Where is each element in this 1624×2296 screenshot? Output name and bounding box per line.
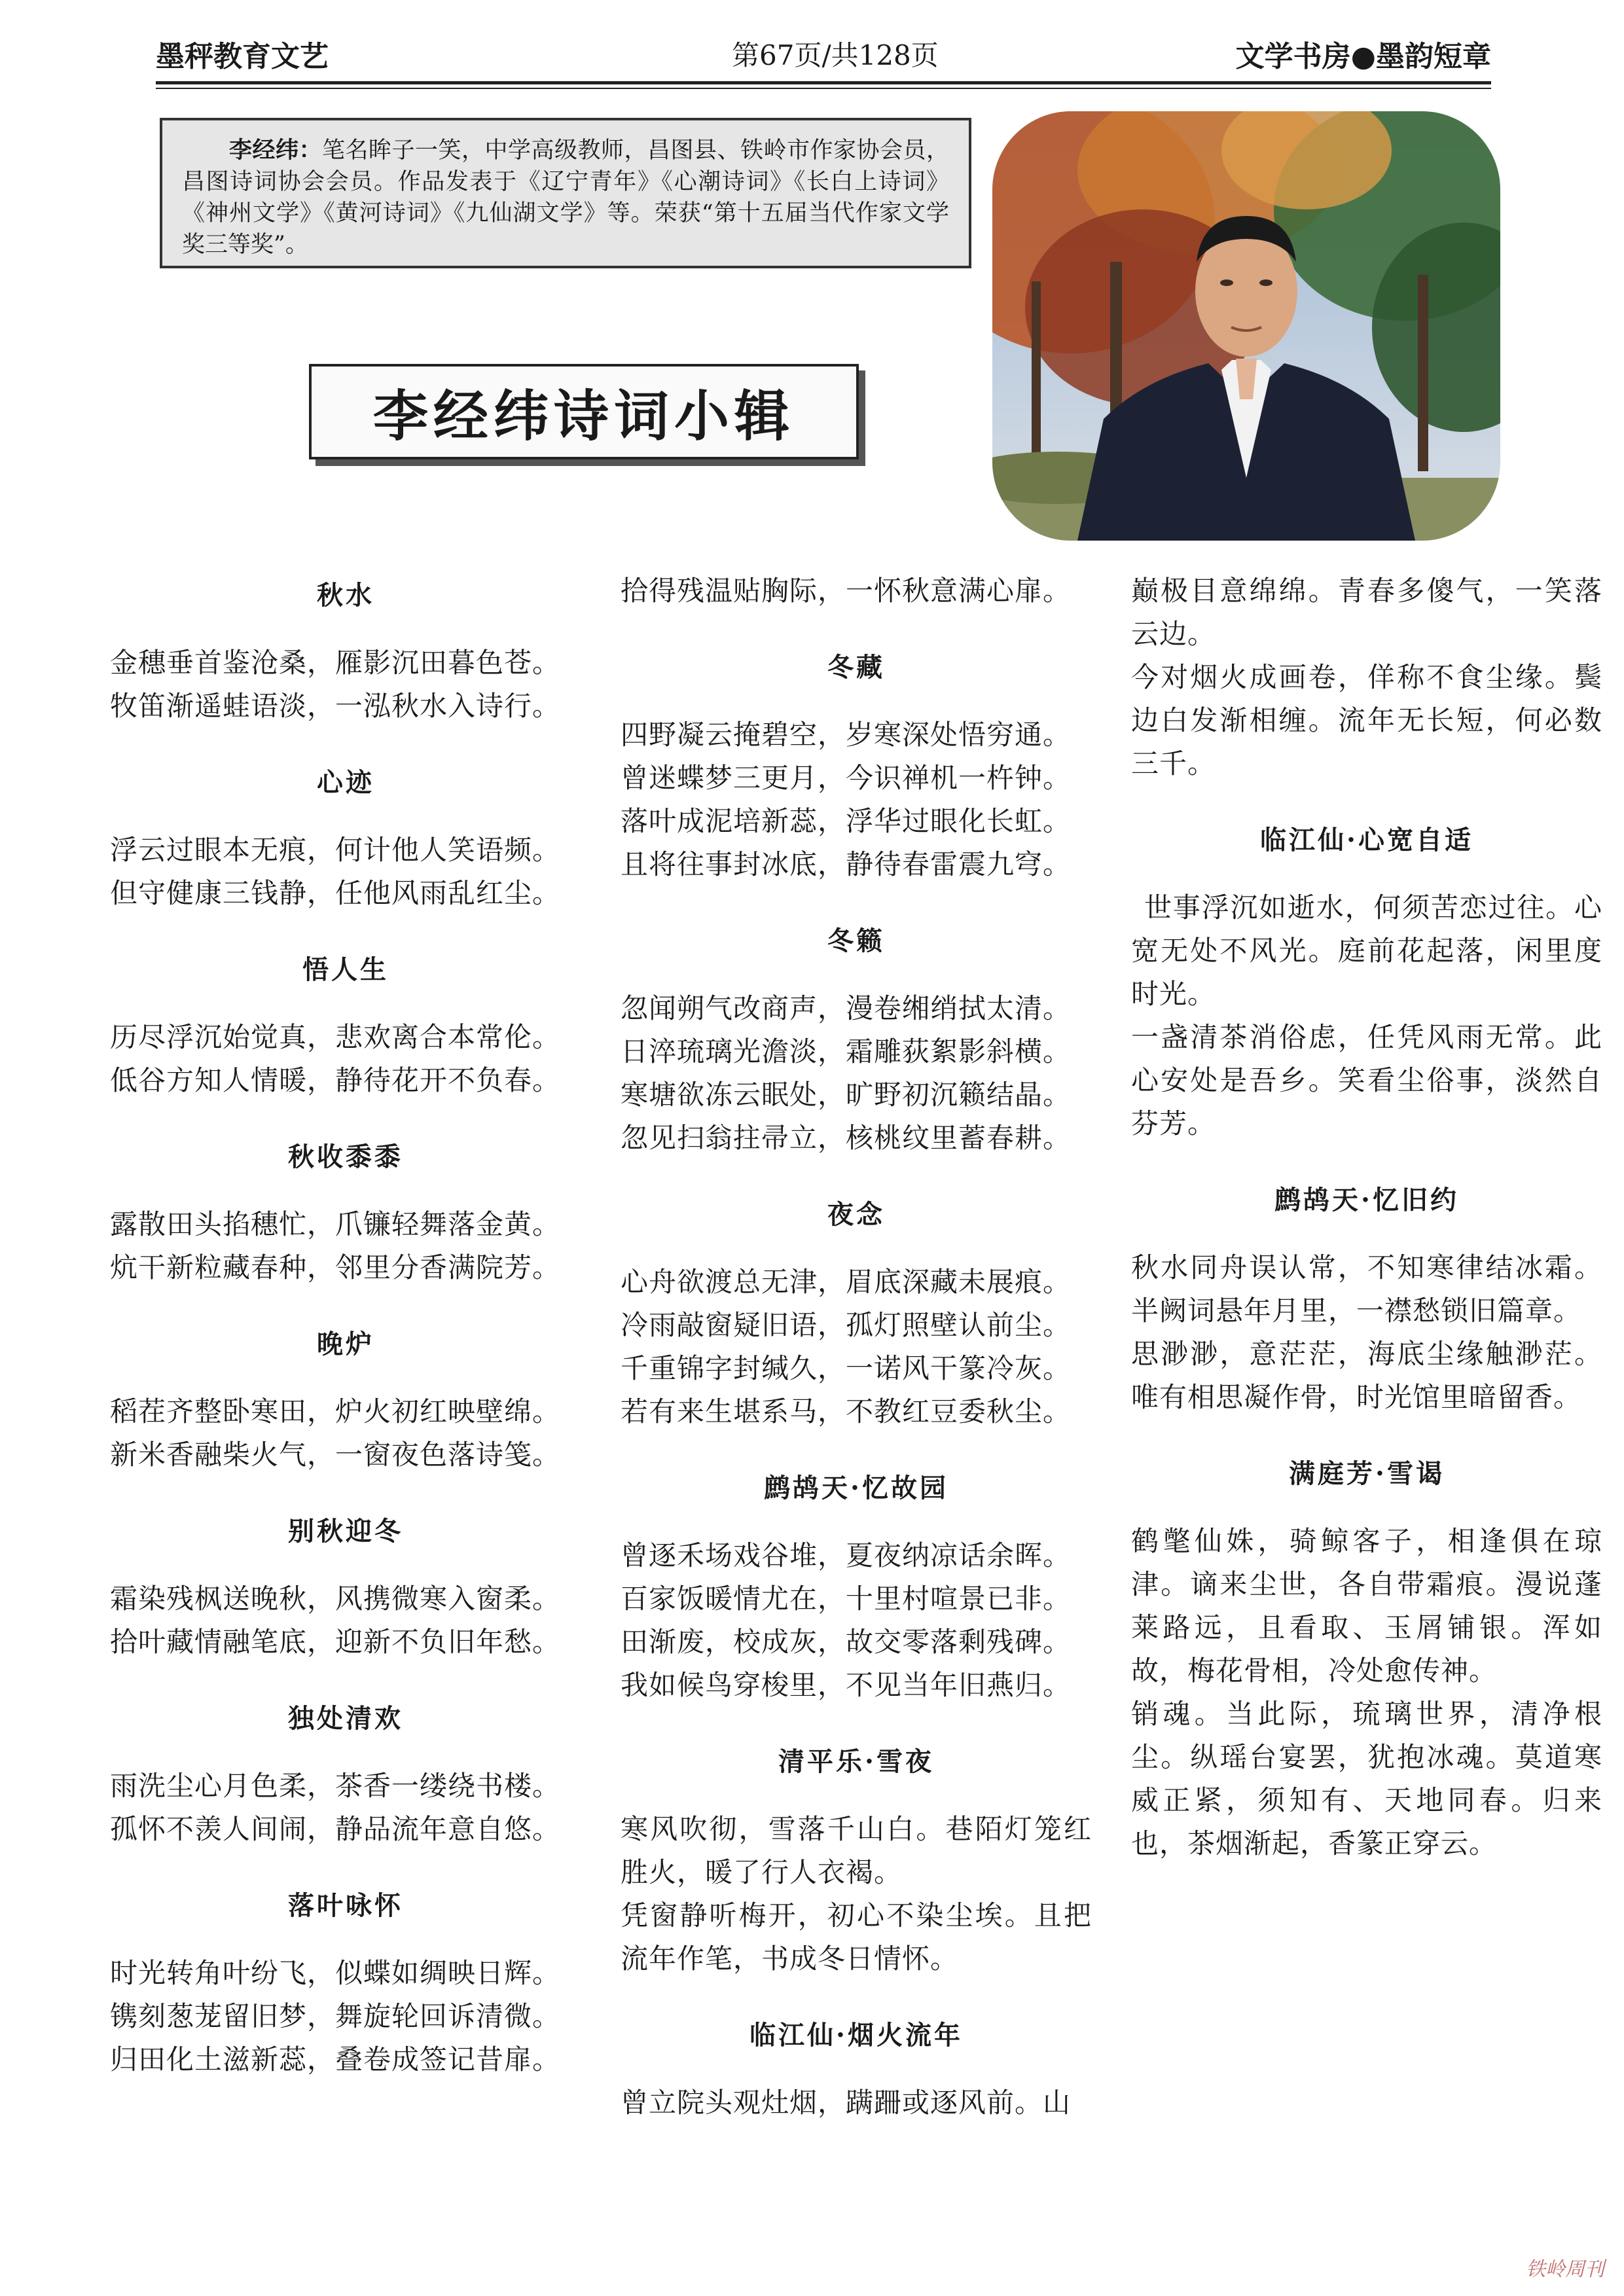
poem-line: 忽见扫翁拄帚立，核桃纹里蓄春耕。 [621,1122,1072,1154]
poem-line: 寒塘欲冻云眠处，旷野初沉籁结晶。 [621,1079,1072,1111]
poem-line: 我如候鸟穿梭里，不见当年旧燕归。 [621,1669,1072,1701]
author-name: 李经纬： [229,137,322,164]
poem-line: 霜染残枫送晚秋，风携微寒入窗柔。 [110,1583,561,1615]
poem-stanza: 世事浮沉如逝水，何须苦恋过往。心宽无处不风光。庭前花起落，闲里度时光。 [1131,891,1602,1010]
poem-title: 临江仙·烟火流年 [749,2020,963,2051]
poem-line: 金穗垂首鉴沧桑，雁影沉田暮色苍。 [110,647,561,679]
poem-line: 时光转角叶纷飞，似蝶如绸映日辉。 [110,1957,561,1989]
poem-stanza: 销魂。当此际，琉璃世界，清净根尘。纵瑶台宴罢，犹抱冰魂。莫道寒威正紧，须知有、天地同春。归来也，茶烟渐起，香篆正穿云。 [1131,1698,1602,1859]
poem-line: 新米香融柴火气，一窗夜色落诗笺。 [110,1439,561,1471]
poem-column-1 [110,569,581,2081]
poem-line: 历尽浮沉始觉真，悲欢离合本常伦。 [110,1021,561,1053]
author-portrait-image [992,111,1500,541]
author-bio-box [160,118,971,268]
poem-column-3 [1131,569,1602,1865]
poem-stanza: 今对烟火成画卷，佯称不食尘缘。鬓边白发渐相缠。流年无长短，何必数三千。 [1131,661,1602,780]
poem-stanza: 鹤氅仙姝，骑鲸客子，相逢俱在琼津。谪来尘世，各自带霜痕。漫说蓬莱路远，且看取、玉屑铺银。浑如故，梅花骨相，冷处愈传神。 [1131,1525,1602,1687]
page-header [156,29,1491,76]
header-rule-thin [156,88,1491,89]
poem-line: 心舟欲渡总无津，眉底深藏未展痕。 [621,1266,1072,1298]
poem-column-2 [621,569,1092,2125]
header-rule-thick [156,81,1491,84]
poem-title: 冬藏 [827,652,885,683]
poem-line: 忽闻朔气改商声，漫卷缃绡拭太清。 [621,992,1072,1024]
poem-title: 秋收黍黍 [288,1141,403,1172]
author-bio-text: 笔名眸子一笑，中学高级教师，昌图县、铁岭市作家协会员，昌图诗词协会会员。作品发表于《辽宁青年》《心潮诗词》《长白上诗词》《神州文学》《黄河诗词》《九仙湖文学》等。荣获“第十五届当代作家文学奖三等奖”。 [182,137,949,258]
poem-title: 别秋迎冬 [288,1516,403,1547]
watermark-logo: 铁岭周刊 [1526,2258,1604,2281]
section-name: 文学书房●墨韵短章 [1235,40,1491,73]
poem-line: 冷雨敲窗疑旧语，孤灯照壁认前尘。 [621,1309,1072,1341]
poem-line: 落叶成泥培新蕊，浮华过眼化长虹。 [621,805,1072,837]
poem-stanza: 思渺渺，意茫茫，海底尘缘触渺茫。唯有相思凝作骨，时光馆里暗留香。 [1131,1338,1602,1413]
poem-title: 秋水 [317,580,374,611]
poem-line: 炕干新粒藏春种，邻里分香满院芳。 [110,1251,561,1283]
collection-title: 李经纬诗词小辑 [309,364,859,459]
author-photo [992,111,1500,541]
poem-line: 千重锦字封缄久，一诺风干篆冷灰。 [621,1352,1072,1384]
poem-line: 稻茬齐整卧寒田，炉火初红映壁绵。 [110,1395,561,1427]
poem-title: 临江仙·心宽自适 [1260,825,1473,855]
poem-stanza: 一盏清茶消俗虑，任凭风雨无常。此心安处是吾乡。笑看尘俗事，淡然自芬芳。 [1131,1021,1602,1139]
poem-line: 露散田头掐穗忙，爪镰轻舞落金黄。 [110,1208,561,1240]
poem-line: 且将往事封冰底，静待春雷震九穹。 [621,848,1072,880]
poem-title: 夜念 [827,1199,885,1230]
poem-title: 独处清欢 [288,1703,403,1734]
poem-stanza: 曾立院头观灶烟，蹒跚或逐风前。山 [621,2087,1072,2119]
magazine-name: 墨秤教育文艺 [156,40,329,73]
poem-stanza: 秋水同舟误认常，不知寒律结冰霜。半阙词悬年月里，一襟愁锁旧篇章。 [1131,1251,1602,1327]
poem-title: 心迹 [317,767,374,798]
poem-line: 田渐废，校成灰，故交零落剩残碑。 [621,1626,1072,1658]
poem-line: 百家饭暖情尤在，十里村喧景已非。 [621,1583,1072,1615]
poem-line: 镌刻葱茏留旧梦，舞旋轮回诉清微。 [110,2000,561,2032]
poem-line: 低谷方知人情暖，静待花开不负春。 [110,1064,561,1096]
poem-title: 清平乐·雪夜 [778,1746,934,1777]
poem-line: 拾得残温贴胸际，一怀秋意满心扉。 [621,575,1072,607]
poem-stanza: 寒风吹彻，雪落千山白。巷陌灯笼红胜火，暖了行人衣褐。 [621,1813,1092,1888]
poem-line: 浮云过眼本无痕，何计他人笑语频。 [110,834,561,866]
poem-title: 晚炉 [317,1329,374,1359]
poem-line: 曾迷蝶梦三更月，今识禅机一杵钟。 [621,762,1072,794]
poem-line: 牧笛渐遥蛙语淡，一泓秋水入诗行。 [110,690,561,722]
poem-line: 归田化土滋新蕊，叠卷成签记昔扉。 [110,2043,561,2075]
poem-line: 但守健康三钱静，任他风雨乱红尘。 [110,877,561,909]
page-number: 第67页/共128页 [732,39,939,71]
poem-stanza: 凭窗静听梅开，初心不染尘埃。且把流年作笔，书成冬日情怀。 [621,1899,1092,1975]
poem-title: 鹧鸪天·忆旧约 [1274,1185,1459,1215]
poem-line: 若有来生堪系马，不教红豆委秋尘。 [621,1395,1072,1427]
poem-title: 冬籁 [827,925,885,956]
poem-title: 落叶咏怀 [288,1890,403,1921]
poem-line: 四野凝云掩碧空，岁寒深处悟穷通。 [621,719,1072,751]
poem-title: 悟人生 [302,954,389,985]
poem-title: 鹧鸪天·忆故园 [764,1473,948,1503]
poem-line: 拾叶藏情融笔底，迎新不负旧年愁。 [110,1626,561,1658]
poem-line: 雨洗尘心月色柔，茶香一缕绕书楼。 [110,1770,561,1802]
poem-line: 曾逐禾场戏谷堆，夏夜纳凉话余晖。 [621,1539,1072,1571]
poem-line: 孤怀不羡人间闹，静品流年意自悠。 [110,1813,561,1845]
poem-line: 日淬琉璃光澹淡，霜雕荻絮影斜横。 [621,1035,1072,1067]
poem-title: 满庭芳·雪谒 [1289,1458,1445,1489]
poem-stanza: 巅极目意绵绵。青春多傻气，一笑落云边。 [1131,575,1602,650]
